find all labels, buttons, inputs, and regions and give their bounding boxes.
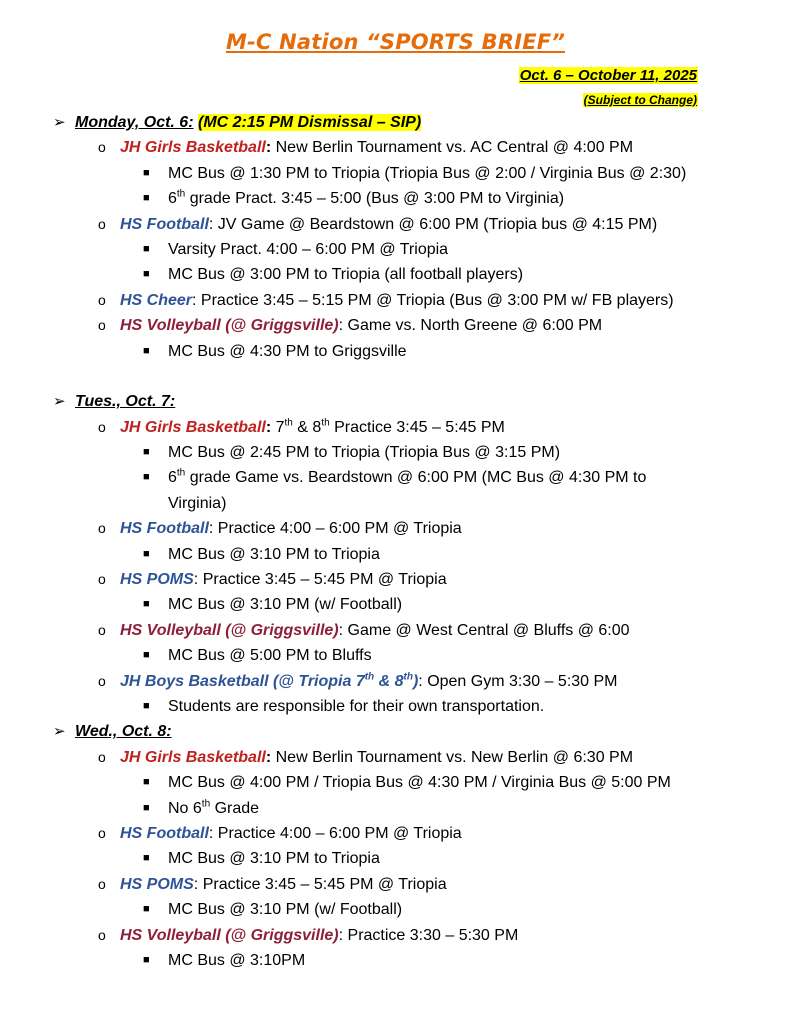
team-name: HS Volleyball (@ Griggsville): [120, 926, 339, 944]
day-monday: [0, 110, 791, 135]
day-tuesday: [0, 389, 791, 414]
subject-to-change-note: (Subject to Change): [583, 93, 697, 107]
team-name: HS Football: [120, 520, 209, 538]
event-detail: New Berlin Tournament vs. AC Central @ 4:00 PM: [271, 139, 634, 157]
event-detail: : Practice 3:45 – 5:15 PM @ Triopia (Bus @ 3:00 PM w/ FB players): [192, 291, 674, 309]
detail-text: MC Bus @ 5:00 PM to Bluffs: [168, 647, 372, 665]
event-hs-volleyball: [0, 923, 791, 948]
day-heading: Tues., Oct. 7:: [75, 393, 176, 411]
team-name: JH Girls Basketball: [120, 418, 266, 436]
event-jh-girls-basketball: [0, 135, 791, 160]
ordinal-suffix: th: [364, 671, 375, 683]
square-bullet-icon: ■: [143, 953, 150, 966]
team-name-part: JH Boys Basketball (@ Triopia 7: [120, 672, 365, 690]
ordinal-suffix: th: [321, 417, 330, 429]
square-bullet-icon: ■: [143, 801, 150, 814]
team-name-part: & 8: [374, 672, 404, 690]
square-bullet-icon: ■: [143, 446, 150, 459]
detail-text: grade Game vs. Beardstown @ 6:00 PM (MC Bus @ 4:30 PM to Virginia): [168, 469, 647, 512]
detail-item: [0, 339, 791, 364]
square-bullet-icon: ■: [143, 852, 150, 865]
square-bullet-icon: ■: [143, 242, 150, 255]
colon: :: [265, 748, 272, 766]
detail-text: Grade: [210, 799, 260, 817]
circle-bullet-icon: o: [98, 418, 106, 435]
event-hs-volleyball: [0, 618, 791, 643]
event-jh-girls-basketball: [0, 415, 791, 440]
detail-item: [0, 694, 791, 719]
square-bullet-icon: ■: [143, 344, 150, 357]
detail-text: MC Bus @ 3:00 PM to Triopia (all football players): [168, 266, 524, 284]
detail-item: [0, 161, 791, 186]
day-heading: Monday, Oct. 6:: [75, 114, 194, 131]
event-detail: New Berlin Tournament vs. New Berlin @ 6:30 PM: [271, 748, 634, 766]
event-hs-cheer: [0, 288, 791, 313]
square-bullet-icon: ■: [143, 268, 150, 281]
detail-item: [0, 465, 791, 516]
arrow-bullet-icon: ➢: [53, 114, 66, 131]
circle-bullet-icon: o: [98, 317, 106, 334]
square-bullet-icon: ■: [143, 700, 150, 712]
detail-text: MC Bus @ 3:10PM: [168, 951, 306, 969]
detail-item: [0, 542, 791, 567]
grade-number: 6: [168, 469, 177, 487]
detail-text: grade Pract. 3:45 – 5:00 (Bus @ 3:00 PM to Virginia): [185, 190, 565, 208]
square-bullet-icon: ■: [143, 547, 150, 560]
event-jh-boys-basketball: [0, 669, 791, 694]
circle-bullet-icon: o: [98, 215, 106, 232]
square-bullet-icon: ■: [143, 776, 150, 789]
square-bullet-icon: ■: [143, 598, 150, 611]
detail-text: MC Bus @ 4:00 PM / Triopia Bus @ 4:30 PM / Virginia Bus @ 5:00 PM: [168, 774, 671, 792]
schedule-list: [0, 110, 791, 973]
event-detail: : Open Gym 3:30 – 5:30 PM: [418, 672, 618, 690]
detail-text: MC Bus @ 3:10 PM (w/ Football): [168, 901, 403, 919]
spacer: [0, 364, 791, 389]
detail-item: [0, 796, 791, 821]
team-name: JH Girls Basketball: [120, 139, 266, 157]
circle-bullet-icon: o: [98, 926, 106, 943]
ordinal-suffix: th: [176, 188, 186, 200]
team-name: HS Football: [120, 215, 209, 233]
colon: :: [265, 418, 272, 436]
team-name: HS Cheer: [120, 291, 193, 309]
event-detail: : Practice 3:30 – 5:30 PM: [338, 926, 519, 944]
dismissal-note: (MC 2:15 PM Dismissal – SIP): [197, 114, 422, 131]
day-wednesday: [0, 719, 791, 744]
detail-text: No 6: [168, 799, 202, 817]
ordinal-suffix: th: [284, 417, 293, 429]
square-bullet-icon: ■: [143, 649, 150, 662]
detail-text: MC Bus @ 3:10 PM to Triopia: [168, 545, 380, 563]
page-title: M-C Nation “SPORTS BRIEF”: [225, 30, 566, 54]
detail-item: [0, 643, 791, 668]
square-bullet-icon: ■: [143, 471, 150, 484]
detail-item: [0, 237, 791, 262]
circle-bullet-icon: o: [98, 748, 106, 765]
circle-bullet-icon: o: [98, 875, 106, 892]
square-bullet-icon: ■: [143, 903, 150, 916]
ordinal-suffix: th: [201, 798, 211, 810]
event-detail: : Game vs. North Greene @ 6:00 PM: [338, 317, 603, 335]
team-name: HS POMS: [120, 875, 194, 893]
event-hs-football: [0, 821, 791, 846]
grade-number: 6: [168, 190, 177, 208]
ordinal-suffix: th: [403, 671, 413, 683]
detail-item: [0, 948, 791, 973]
event-hs-poms: [0, 872, 791, 897]
arrow-bullet-icon: ➢: [53, 393, 66, 411]
circle-bullet-icon: o: [98, 824, 106, 841]
detail-item: [0, 897, 791, 922]
event-detail: & 8: [292, 418, 322, 436]
team-name-part: ): [412, 672, 419, 690]
circle-bullet-icon: o: [98, 291, 106, 308]
team-name: [120, 673, 418, 690]
team-name: HS Volleyball (@ Griggsville): [120, 317, 339, 335]
ordinal-suffix: th: [176, 468, 186, 480]
team-name: HS POMS: [120, 571, 194, 589]
event-hs-football: [0, 516, 791, 541]
team-name: HS Volleyball (@ Griggsville): [120, 621, 339, 639]
event-detail: : Practice 3:45 – 5:45 PM @ Triopia: [193, 875, 447, 893]
detail-text: MC Bus @ 4:30 PM to Griggsville: [168, 342, 407, 360]
circle-bullet-icon: o: [98, 672, 106, 689]
arrow-bullet-icon: ➢: [53, 723, 66, 741]
event-detail: : Practice 4:00 – 6:00 PM @ Triopia: [208, 824, 462, 842]
detail-text: MC Bus @ 2:45 PM to Triopia (Triopia Bus @ 3:15 PM): [168, 444, 561, 462]
event-hs-poms: [0, 567, 791, 592]
detail-text: MC Bus @ 3:10 PM (w/ Football): [168, 596, 403, 614]
event-hs-football: [0, 212, 791, 237]
circle-bullet-icon: o: [98, 621, 106, 638]
event-detail: : Practice 3:45 – 5:45 PM @ Triopia: [193, 571, 447, 589]
detail-item: [0, 262, 791, 287]
colon: :: [265, 139, 272, 157]
square-bullet-icon: ■: [143, 192, 150, 205]
event-detail: Practice 3:45 – 5:45 PM: [329, 418, 505, 436]
detail-text: Varsity Pract. 4:00 – 6:00 PM @ Triopia: [168, 240, 449, 258]
square-bullet-icon: ■: [143, 166, 150, 179]
detail-item: [0, 770, 791, 795]
event-detail: : Practice 4:00 – 6:00 PM @ Triopia: [208, 520, 462, 538]
event-detail: : JV Game @ Beardstown @ 6:00 PM (Triopia bus @ 4:15 PM): [208, 215, 658, 233]
detail-item: [0, 186, 791, 211]
day-heading: Wed., Oct. 8:: [75, 723, 172, 741]
detail-text: Students are responsible for their own transportation.: [168, 698, 545, 715]
team-name: JH Girls Basketball: [120, 748, 266, 766]
event-detail: 7: [271, 418, 285, 436]
circle-bullet-icon: o: [98, 139, 106, 156]
detail-item: [0, 440, 791, 465]
circle-bullet-icon: o: [98, 571, 106, 588]
event-jh-girls-basketball: [0, 745, 791, 770]
team-name: HS Football: [120, 824, 209, 842]
detail-item: [0, 592, 791, 617]
event-detail: : Game @ West Central @ Bluffs @ 6:00: [338, 621, 630, 639]
detail-item: [0, 846, 791, 871]
date-range: Oct. 6 – October 11, 2025: [519, 67, 697, 84]
detail-text: MC Bus @ 3:10 PM to Triopia: [168, 850, 380, 868]
circle-bullet-icon: o: [98, 520, 106, 537]
event-hs-volleyball: [0, 313, 791, 338]
detail-text: MC Bus @ 1:30 PM to Triopia (Triopia Bus @ 2:00 / Virginia Bus @ 2:30): [168, 164, 687, 182]
